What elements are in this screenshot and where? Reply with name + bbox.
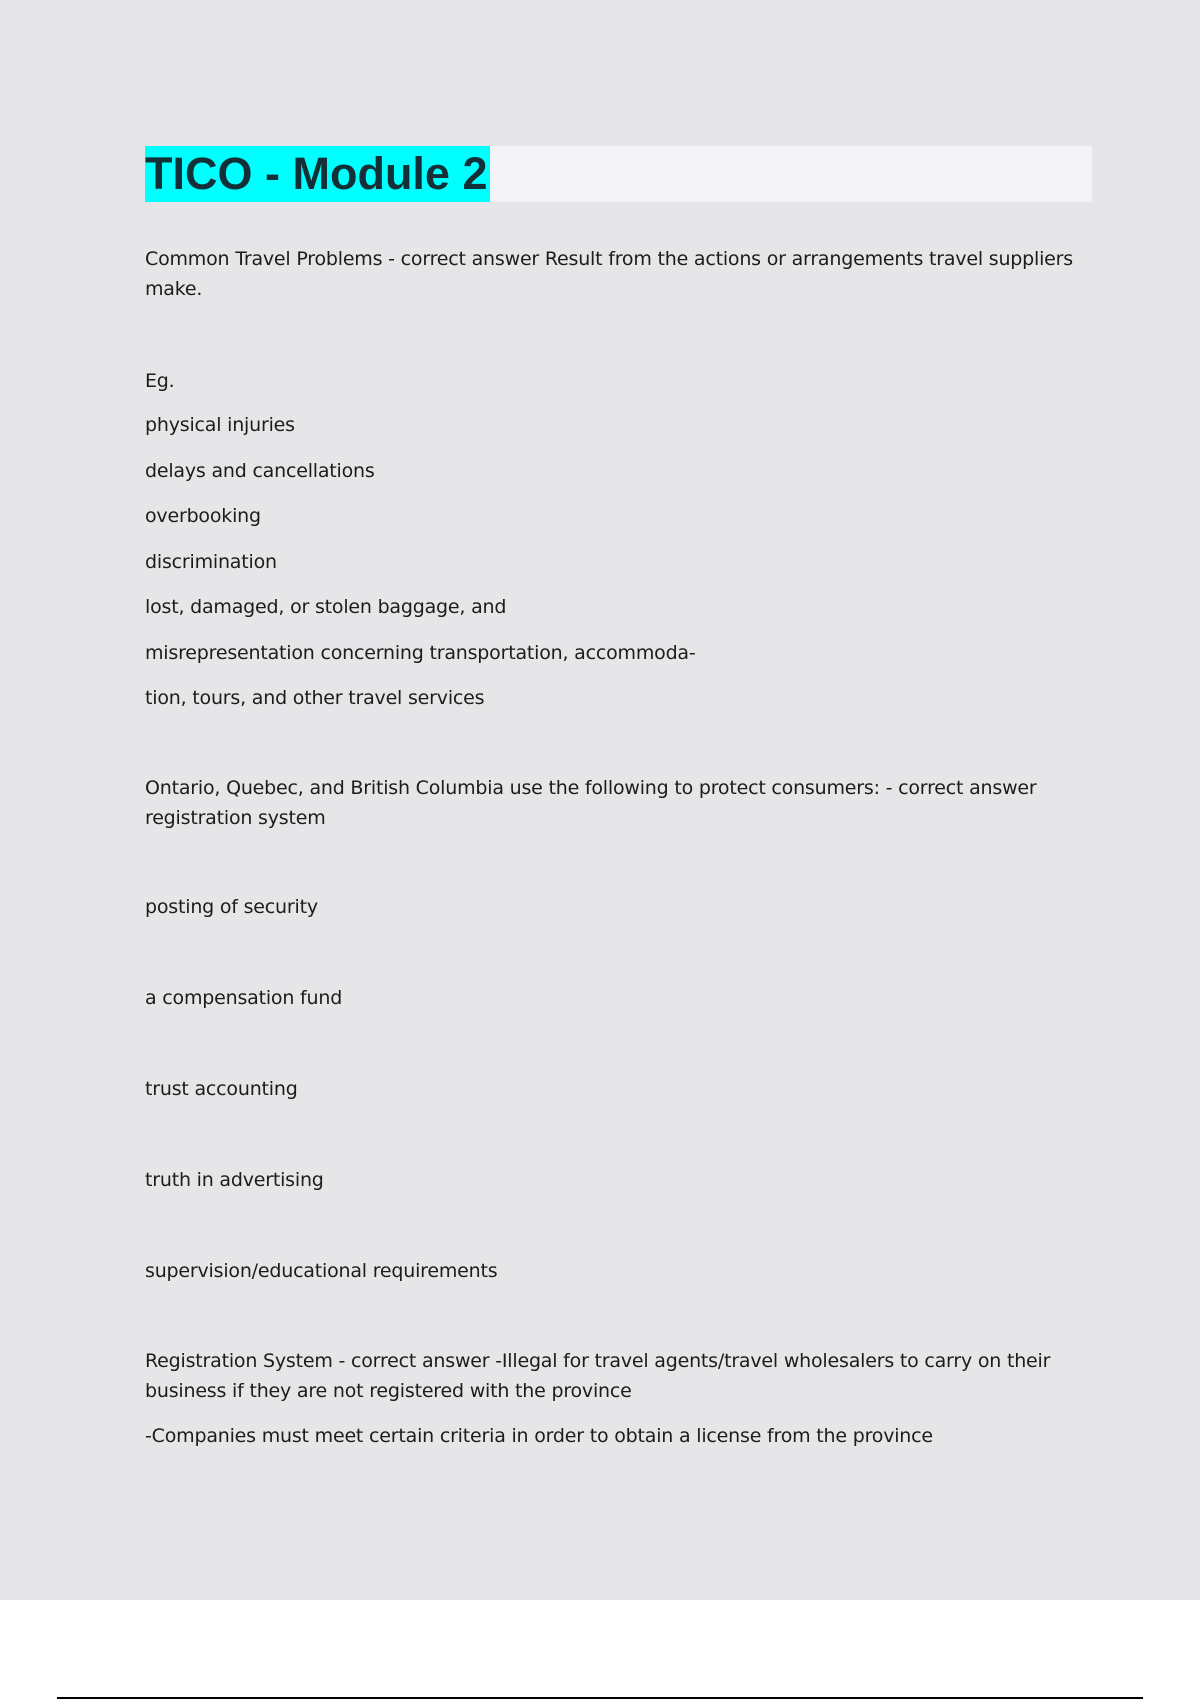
eg-label: Eg.	[145, 370, 175, 392]
footer-divider	[57, 1697, 1143, 1699]
problem-item: delays and cancellations	[145, 460, 375, 482]
problem-item: overbooking	[145, 505, 261, 527]
protection-item: a compensation fund	[145, 987, 343, 1009]
entry-registration-criteria: -Companies must meet certain criteria in order to obtain a license from the province	[145, 1425, 933, 1447]
problem-item: physical injuries	[145, 414, 295, 436]
entry-registration-system: Registration System - correct answer -Illegal for travel agents/travel wholesalers to carry on their business if they are not registered with the province	[145, 1350, 1051, 1402]
page-title: TICO - Module 2	[145, 146, 490, 202]
protection-item: supervision/educational requirements	[145, 1260, 498, 1282]
protection-item: truth in advertising	[145, 1169, 324, 1191]
problem-item: tion, tours, and other travel services	[145, 687, 485, 709]
problem-item: misrepresentation concerning transportation, accommoda-	[145, 642, 696, 664]
entry-ontario-question: Ontario, Quebec, and British Columbia use the following to protect consumers: - correct answer registration system	[145, 777, 1037, 829]
problem-item: lost, damaged, or stolen baggage, and	[145, 596, 507, 618]
problem-item: discrimination	[145, 551, 277, 573]
protection-item: posting of security	[145, 896, 318, 918]
protection-item: trust accounting	[145, 1078, 298, 1100]
entry-common-travel-problems: Common Travel Problems - correct answer Result from the actions or arrangements travel suppliers make.	[145, 248, 1073, 300]
